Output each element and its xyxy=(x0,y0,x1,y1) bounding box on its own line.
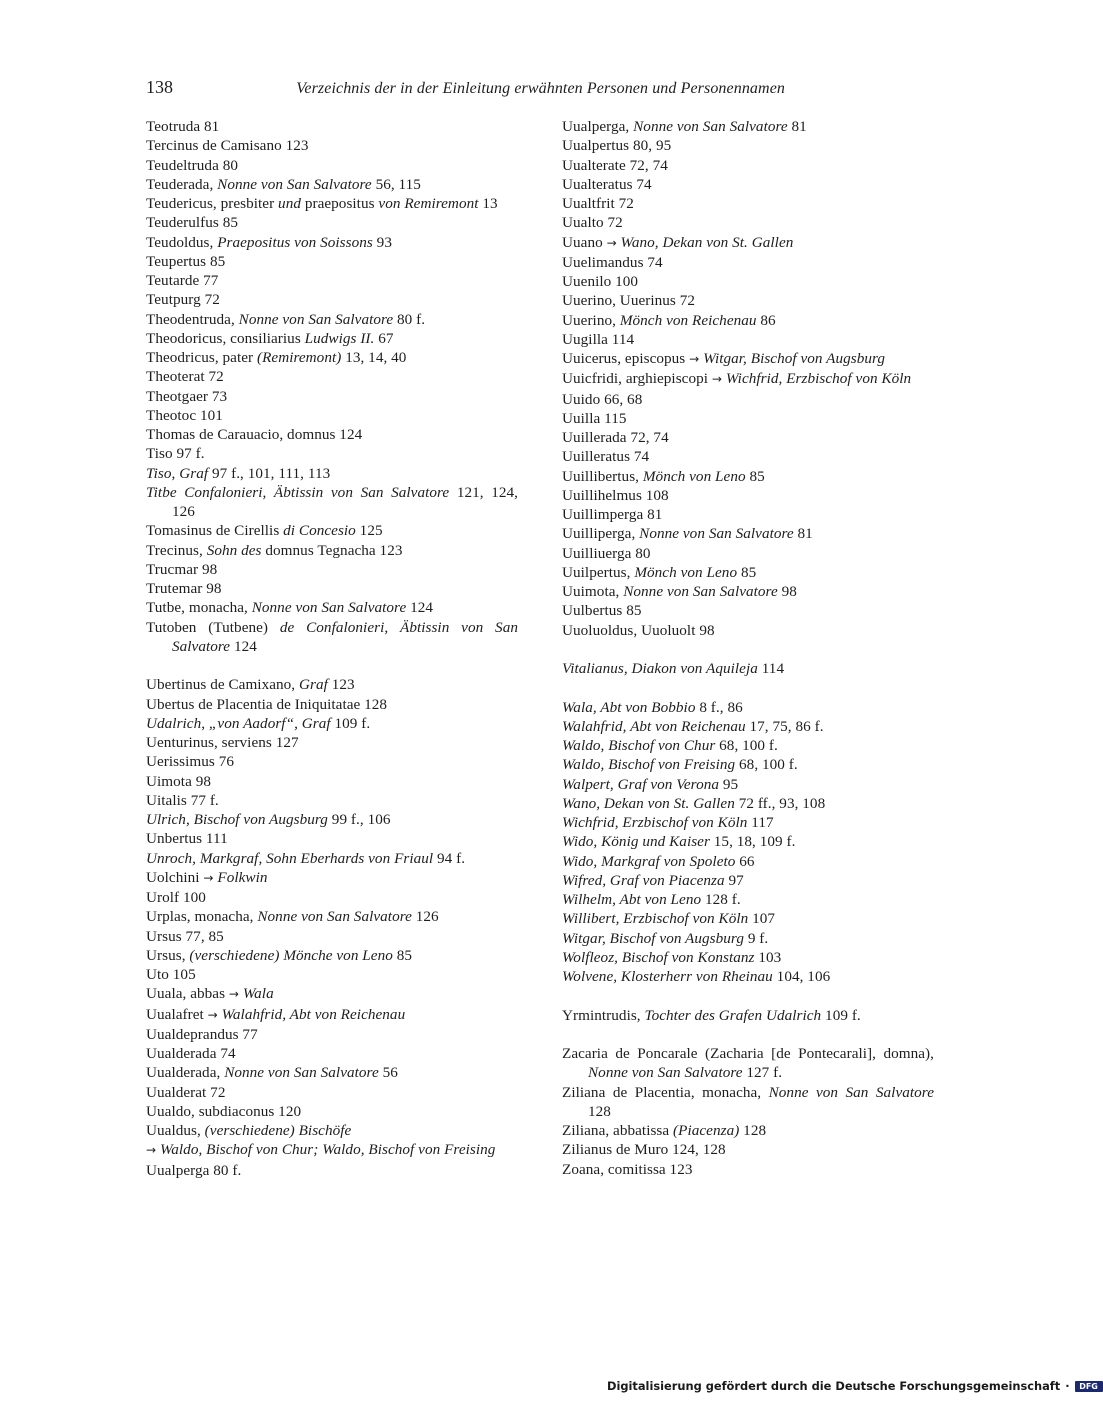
index-entry: Zoana, comitissa 123 xyxy=(562,1160,693,1178)
index-entry: Uuido 66, 68 xyxy=(562,390,643,408)
index-entry: Walahfrid, Abt von Reichenau 17, 75, 86 f. xyxy=(562,717,824,735)
index-entry: Ursus, (verschiedene) Mönche von Leno 85 xyxy=(146,946,413,964)
index-entry: Teudeltruda 80 xyxy=(146,156,238,174)
index-entry: Uuelimandus 74 xyxy=(562,253,663,271)
index-entry: Uuoluoldus, Uuoluolt 98 xyxy=(562,621,715,639)
index-entry: Tiso, Graf 97 f., 101, 111, 113 xyxy=(146,464,331,482)
index-entry: Wifred, Graf von Piacenza 97 xyxy=(562,871,744,889)
index-entry: Urplas, monacha, Nonne von San Salvatore 126 xyxy=(146,908,439,926)
index-entry: Waldo, Bischof von Chur 68, 100 f. xyxy=(562,737,778,754)
index-entry: Uuenilo 100 xyxy=(562,273,639,290)
index-entry: Ulrich, Bischof von Augsburg 99 f., 106 xyxy=(146,811,391,828)
index-entry: Tutoben (Tutbene) de Confalonieri, Äbtissin von San Salvatore 124 xyxy=(146,618,518,655)
index-entry: Uualderada 74 xyxy=(146,1045,236,1062)
index-entry: Uualpertus 80, 95 xyxy=(562,137,672,155)
index-entry: Uuillimperga 81 xyxy=(562,506,663,523)
index-entry: Theoterat 72 xyxy=(146,368,224,386)
index-entry: Thomas de Carauacio, domnus 124 xyxy=(146,426,363,443)
group-gap xyxy=(146,656,518,675)
index-entry: Yrmintrudis, Tochter des Grafen Udalrich 109 f. xyxy=(562,1006,861,1024)
index-entry: Uualperga 80 f. xyxy=(146,1161,242,1179)
index-entry: Theotgaer 73 xyxy=(146,387,228,405)
index-entry: Uuilpertus, Mönch von Leno 85 xyxy=(562,563,757,581)
index-entry: Uuerino, Uuerinus 72 xyxy=(562,292,696,310)
index-entry: Uuilliuerga 80 xyxy=(562,544,651,562)
index-entry: Teotruda 81 xyxy=(146,118,220,135)
index-entry: → Waldo, Bischof von Chur; Waldo, Bischof von Freising xyxy=(146,1141,496,1159)
index-entry: Trecinus, Sohn des domnus Tegnacha 123 xyxy=(146,541,403,559)
index-entry: Witgar, Bischof von Augsburg 9 f. xyxy=(562,929,769,947)
index-entry: Teuderada, Nonne von San Salvatore 56, 115 xyxy=(146,175,421,193)
index-entry: Wido, Markgraf von Spoleto 66 xyxy=(562,852,755,870)
index-entry: Uimota 98 xyxy=(146,772,211,790)
index-column-right xyxy=(562,117,934,1179)
index-entry: Uuala, abbas → Wala xyxy=(146,985,274,1003)
index-entry: Theodoricus, consiliarius Ludwigs II. 67 xyxy=(146,329,394,347)
index-entry: Ursus 77, 85 xyxy=(146,927,224,945)
index-entry: Uualperga, Nonne von San Salvatore 81 xyxy=(562,118,807,135)
index-entry: Wilhelm, Abt von Leno 128 f. xyxy=(562,891,741,908)
index-entry: Uitalis 77 f. xyxy=(146,791,219,809)
index-entry: Uolchini → Folkwin xyxy=(146,868,268,886)
index-entry: Uualdus, (verschiedene) Bischöfe xyxy=(146,1122,352,1139)
index-entry: Uuillihelmus 108 xyxy=(562,486,669,504)
index-entry: Walpert, Graf von Verona 95 xyxy=(562,775,739,793)
index-entry: Willibert, Erzbischof von Köln 107 xyxy=(562,910,776,928)
running-head: Verzeichnis der in der Einleitung erwähnten Personen und Personennamen xyxy=(296,80,785,97)
index-entry: Ziliana de Placentia, monacha, Nonne von San Salvatore 128 xyxy=(562,1083,934,1120)
index-entry: Uualderat 72 xyxy=(146,1083,226,1101)
index-entry: Ubertinus de Camixano, Graf 123 xyxy=(146,676,355,694)
index-entry: Trucmar 98 xyxy=(146,560,218,578)
index-entry: Theodricus, pater (Remiremont) 13, 14, 40 xyxy=(146,349,407,366)
index-entry: Unbertus 111 xyxy=(146,830,228,848)
index-entry: Uualafret → Walahfrid, Abt von Reichenau xyxy=(146,1005,406,1023)
group-gap xyxy=(562,1025,934,1044)
index-entry: Uerissimus 76 xyxy=(146,753,234,771)
index-entry: Ziliana, abbatissa (Piacenza) 128 xyxy=(562,1122,767,1139)
index-entry: Wano, Dekan von St. Gallen 72 ff., 93, 108 xyxy=(562,794,826,812)
index-entry: Teupertus 85 xyxy=(146,252,226,270)
index-entry: Uulbertus 85 xyxy=(562,602,642,620)
index-entry: Uto 105 xyxy=(146,966,196,983)
index-entry: Uuimota, Nonne von San Salvatore 98 xyxy=(562,583,797,600)
index-entry: Uualtfrit 72 xyxy=(562,195,634,212)
index-entry: Vitalianus, Diakon von Aquileja 114 xyxy=(562,660,785,677)
index-entry: Unroch, Markgraf, Sohn Eberhards von Friaul 94 f. xyxy=(146,849,466,867)
index-entry: Uuilla 115 xyxy=(562,409,627,427)
index-entry: Uenturinus, serviens 127 xyxy=(146,734,299,751)
index-entry: Uualdo, subdiaconus 120 xyxy=(146,1102,302,1120)
index-entry: Titbe Confalonieri, Äbtissin von San Salvatore 121, 124, 126 xyxy=(146,483,518,520)
index-entry: Urolf 100 xyxy=(146,889,206,906)
index-entry: Zacaria de Poncarale (Zacharia [de Pontecarali], domna), Nonne von San Salvatore 127 f. xyxy=(562,1045,934,1082)
group-gap xyxy=(562,986,934,1005)
index-entry: Teudoldus, Praepositus von Soissons 93 xyxy=(146,233,392,251)
index-entry: Wolfleoz, Bischof von Konstanz 103 xyxy=(562,948,782,966)
index-entry: Udalrich, „von Aadorf“, Graf 109 f. xyxy=(146,714,371,732)
index-entry: Uualteratus 74 xyxy=(562,175,652,193)
index-entry: Wido, König und Kaiser 15, 18, 109 f. xyxy=(562,833,796,851)
index-entry: Uugilla 114 xyxy=(562,330,635,348)
index-entry: Wala, Abt von Bobbio 8 f., 86 xyxy=(562,698,743,716)
index-entry: Uuilleratus 74 xyxy=(562,448,650,466)
index-entry: Tomasinus de Cirellis di Concesio 125 xyxy=(146,522,383,540)
footer-credit: Digitalisierung gefördert durch die Deutsche Forschungsgemeinschaft xyxy=(607,1379,1061,1393)
index-entry: Uuano → Wano, Dekan von St. Gallen xyxy=(562,233,794,251)
dfg-logo: DFG xyxy=(1075,1381,1103,1392)
index-entry: Uualderada, Nonne von San Salvatore 56 xyxy=(146,1064,398,1082)
index-entry: Uuillerada 72, 74 xyxy=(562,429,669,446)
index-entry: Uualdeprandus 77 xyxy=(146,1025,258,1043)
index-entry: Teutpurg 72 xyxy=(146,291,220,309)
group-gap xyxy=(562,678,934,697)
index-entry: Uuillibertus, Mönch von Leno 85 xyxy=(562,467,765,485)
digitization-footer xyxy=(607,1379,1103,1393)
index-entry: Uualto 72 xyxy=(562,214,623,232)
index-entry: Trutemar 98 xyxy=(146,580,222,597)
footer-separator: · xyxy=(1065,1379,1070,1393)
index-entry: Theotoc 101 xyxy=(146,406,223,424)
index-entry: Tutbe, monacha, Nonne von San Salvatore 124 xyxy=(146,599,434,617)
index-entry: Uuerino, Mönch von Reichenau 86 xyxy=(562,311,776,329)
index-entry: Wichfrid, Erzbischof von Köln 117 xyxy=(562,814,774,831)
index-column-left xyxy=(146,117,518,1180)
index-entry: Zilianus de Muro 124, 128 xyxy=(562,1141,726,1159)
index-entry: Uuicerus, episcopus → Witgar, Bischof von Augsburg xyxy=(562,350,886,367)
index-entry: Uuilliperga, Nonne von San Salvatore 81 xyxy=(562,525,813,543)
index-entry: Theodentruda, Nonne von San Salvatore 80 f. xyxy=(146,310,426,328)
index-entry: Ubertus de Placentia de Iniquitatae 128 xyxy=(146,695,388,713)
index-entry: Teutarde 77 xyxy=(146,272,219,289)
index-entry: Waldo, Bischof von Freising 68, 100 f. xyxy=(562,756,798,774)
index-entry: Uuicfridi, arghiepiscopi → Wichfrid, Erzbischof von Köln xyxy=(562,370,912,388)
index-entry: Tiso 97 f. xyxy=(146,445,205,463)
index-entry: Teudericus, presbiter und praepositus von Remiremont 13 xyxy=(146,195,498,212)
index-entry: Teuderulfus 85 xyxy=(146,214,239,232)
index-entry: Uualterate 72, 74 xyxy=(562,156,668,174)
index-entry: Wolvene, Klosterherr von Rheinau 104, 106 xyxy=(562,968,831,985)
index-entry: Tercinus de Camisano 123 xyxy=(146,137,309,155)
group-gap xyxy=(562,640,934,659)
page-number: 138 xyxy=(146,77,173,97)
